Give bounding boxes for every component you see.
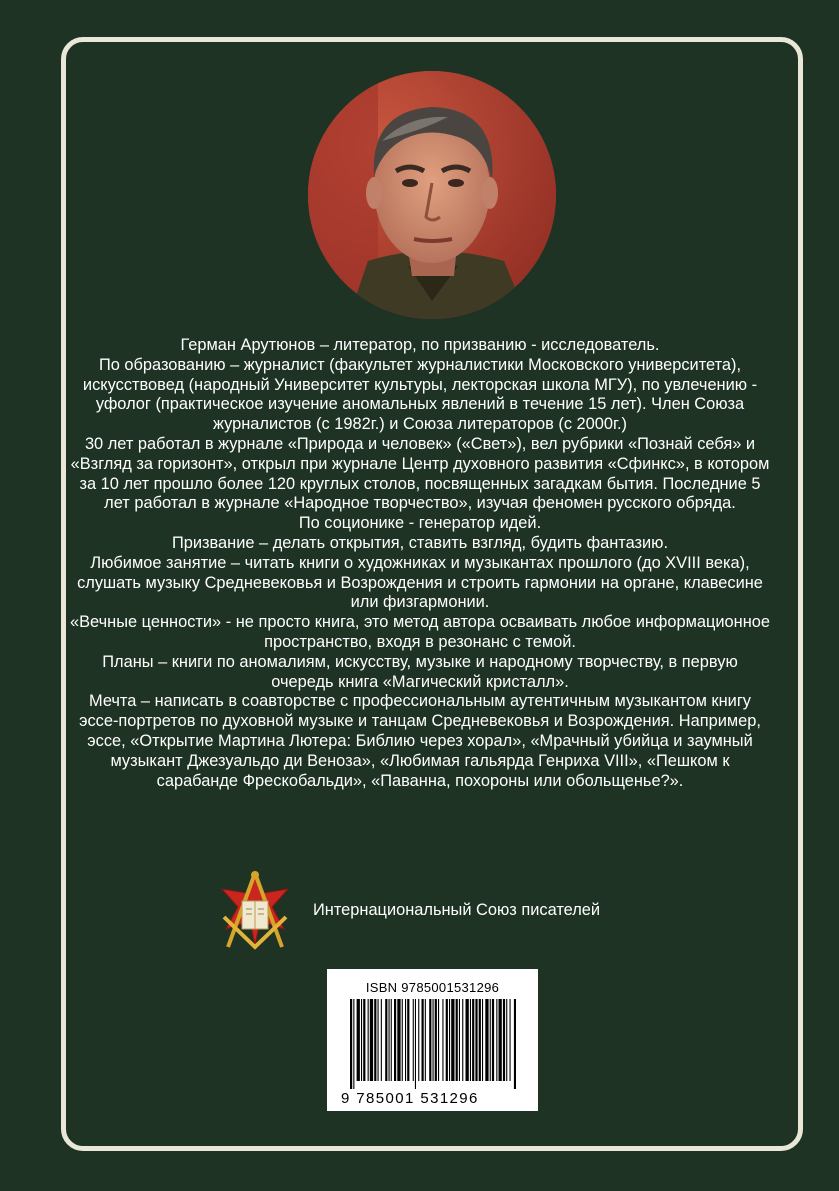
- bio-paragraph-career: 30 лет работал в журнале «Природа и человек» («Свет»), вел рубрики «Познай себя» и «Взгляд за горизонт», открыл при журнале Центр духовного развития «Сфинкс», в котором за 10 лет прошло более 120 круглых столов, посвященных загадкам бытия. Последние 5 лет работал в журнале «Народное творчество», изучая феномен русского обряда.: [70, 434, 770, 513]
- barcode-bar: [433, 999, 434, 1081]
- barcode-bar: [442, 999, 443, 1081]
- publisher-block: [214, 867, 674, 953]
- barcode-bar: [391, 999, 392, 1081]
- barcode-bar: [381, 999, 382, 1081]
- barcode-bar: [425, 999, 426, 1081]
- barcode-bar: [361, 999, 362, 1081]
- author-portrait: [308, 71, 556, 319]
- barcode-bar: [510, 999, 511, 1081]
- barcode-bar: [435, 999, 437, 1081]
- writers-union-emblem-icon: [214, 867, 296, 951]
- barcode-bar: [378, 999, 379, 1081]
- barcode-bar: [363, 999, 365, 1081]
- barcode-bar: [405, 999, 406, 1081]
- barcode-bar: [451, 999, 454, 1081]
- barcode-bar: [449, 999, 450, 1081]
- barcode-bar: [514, 999, 516, 1089]
- barcode-bar: [397, 999, 400, 1081]
- isbn-digits: 9 785001 531296: [341, 1090, 479, 1107]
- barcode-bar: [499, 999, 502, 1081]
- barcode-bar: [479, 999, 481, 1081]
- bio-paragraph-book: «Вечные ценности» - не просто книга, это метод автора осваивать любое информационное пространство, входя в резонанс с темой.: [70, 613, 771, 651]
- bio-paragraph-intro: Герман Арутюнов – литератор, по призванию - исследователь.: [180, 336, 660, 354]
- barcode-bar: [490, 999, 491, 1081]
- barcode-bar: [472, 999, 474, 1081]
- barcode-bar: [368, 999, 369, 1081]
- barcode-bar: [466, 999, 469, 1081]
- barcode-bar: [407, 999, 409, 1081]
- barcode-bar: [470, 999, 471, 1081]
- barcode-bar: [350, 999, 352, 1089]
- barcode-bar: [418, 999, 419, 1081]
- barcode-bar: [482, 999, 483, 1081]
- author-biography: [70, 336, 770, 791]
- bio-paragraph-socionics: По соционике - генератор идей.: [298, 514, 542, 533]
- barcode-bar: [485, 999, 488, 1081]
- barcode-bar: [475, 999, 477, 1081]
- barcode-bar: [415, 999, 416, 1089]
- bio-paragraph-hobby: Любимое занятие – читать книги о художниках и музыкантах прошлого (до XVIII века), слушать музыку Средневековья и Возрождения и строить гармонии на органе, клавесине или физгармонии.: [77, 553, 763, 612]
- barcode-bar: [459, 999, 460, 1081]
- isbn-barcode: [327, 969, 538, 1111]
- barcode-bar: [506, 999, 507, 1081]
- barcode-bar: [438, 999, 439, 1081]
- barcode-bar: [389, 999, 390, 1081]
- barcode-bar: [385, 999, 387, 1081]
- barcode-bar: [429, 999, 431, 1081]
- bio-paragraph-vocation: Призвание – делать открытия, ставить взгляд, будить фантазию.: [171, 533, 669, 552]
- barcode-bar: [402, 999, 403, 1081]
- bio-paragraph-dream: Мечта – написать в соавторстве с профессиональным аутентичным музыкантом книгу эссе-портретов по духовной музыке и танцам Средневековья и Возрождения. Например, эссе, «Открытие Мартина Лютера: Библию через хорал», «Мрачный убийца и заумный музыкант Джезуальдо ди Веноза», «Любимая гальярда Генриха VIII», «Пешком к сарабанде Фрескобальди», «Паванна, похороны или обольщенье?».: [79, 692, 761, 790]
- isbn-label: ISBN 9785001531296: [365, 980, 500, 995]
- barcode-bar: [462, 999, 463, 1081]
- barcode-bar: [413, 999, 414, 1081]
- barcode-bar: [503, 999, 505, 1081]
- barcode-bar: [353, 999, 354, 1089]
- barcode-bar: [492, 999, 494, 1081]
- bio-paragraph-education: По образованию – журналист (факультет журналистики Московского университета), искусствовед (народный Университет культуры, лекторская школа МГУ), по увлечению - уфолог (практическое изучение аномальных явлений в течение 15 лет). Член Союза журналистов (с 1982г.) и Союза литераторов (с 2000г.): [82, 355, 758, 434]
- barcode-bars: [350, 999, 516, 1089]
- barcode-bar: [357, 999, 360, 1081]
- barcode-bar: [374, 999, 376, 1081]
- barcode-bar: [496, 999, 497, 1081]
- barcode-bar: [370, 999, 373, 1081]
- barcode-bar: [394, 999, 396, 1081]
- publisher-name: Интернациональный Союз писателей: [313, 901, 601, 919]
- bio-paragraph-plans: Планы – книги по аномалиям, искусству, музыке и народному творчеству, в первую очередь книга «Магический кристалл».: [102, 652, 738, 691]
- barcode-bar: [446, 999, 448, 1081]
- barcode-bar: [422, 999, 424, 1081]
- barcode-bar: [456, 999, 458, 1081]
